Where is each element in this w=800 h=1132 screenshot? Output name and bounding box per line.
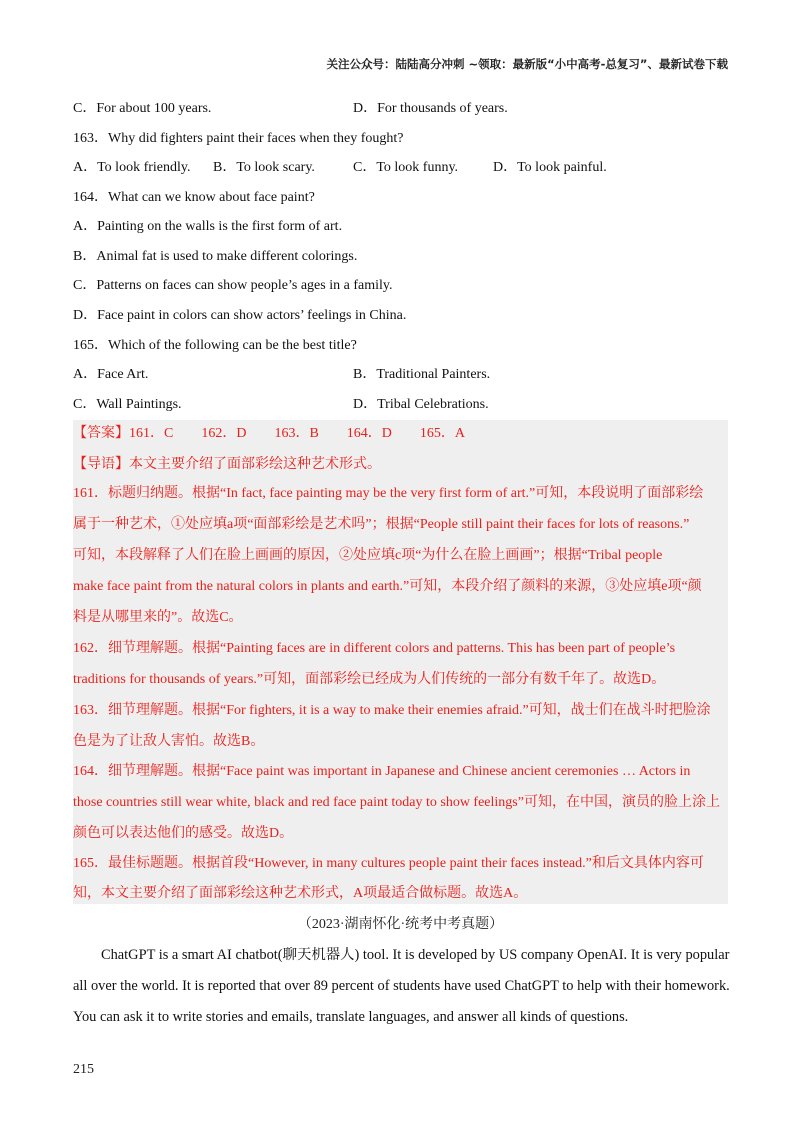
q163-option-c: C．To look funny.	[353, 160, 459, 175]
explanation-line: 162．细节理解题。根据“Painting faces are in different colors and patterns. This has been part of people’s	[73, 641, 676, 656]
q163-stem: 163．Why did fighters paint their faces when they fought?	[73, 131, 404, 146]
passage-line: all over the world. It is reported that over 89 percent of students have used ChatGPT to help with their homework.	[73, 978, 730, 994]
q165-options-row-1	[73, 366, 728, 384]
q164-option-c: C．Patterns on faces can show people’s ages in a family.	[73, 278, 393, 293]
q164-stem: 164．What can we know about face paint?	[73, 190, 315, 205]
q163-option-d: D．To look painful.	[493, 160, 607, 175]
explanation-line: 知，本文主要介绍了面部彩绘这种艺术形式，A项最适合做标题。故选A。	[73, 886, 528, 901]
explanation-line: 165．最佳标题题。根据首段“However, in many cultures people paint their faces instead.”和后文具体内容可	[73, 856, 704, 871]
q165-option-d: D．Tribal Celebrations.	[353, 397, 489, 412]
guide-line: 【导语】本文主要介绍了面部彩绘这种艺术形式。	[73, 457, 381, 472]
explanation-line: those countries still wear white, black and red face paint today to show feelings”可知，在中国，演员的脸上涂上	[73, 795, 720, 810]
q164-option-b: B．Animal fat is used to make different colorings.	[73, 249, 358, 264]
explanation-line: 色是为了让敌人害怕。故选B。	[73, 734, 265, 749]
q162-options-row	[73, 100, 728, 118]
q165-option-a: A．Face Art.	[73, 367, 149, 382]
q165-stem: 165．Which of the following can be the best title?	[73, 338, 357, 353]
q162-option-d: D．For thousands of years.	[353, 101, 508, 116]
explanation-line: 颜色可以表达他们的感受。故选D。	[73, 826, 294, 841]
page-header: 关注公众号：陆陆高分冲刺 ~领取：最新版“小中高考-总复习”、最新试卷下载	[326, 57, 728, 71]
q165-options-row-2	[73, 396, 728, 414]
explanation-line: 164．细节理解题。根据“Face paint was important in Japanese and Chinese ancient ceremonies … Actors in	[73, 764, 691, 779]
q163-option-b: B．To look scary.	[213, 160, 315, 175]
explanation-line: 161．标题归纳题。根据“In fact, face painting may be the very first form of art.”可知，本段说明了面部彩绘	[73, 486, 704, 501]
passage-line: You can ask it to write stories and emails, translate languages, and answer all kinds of questions.	[73, 1009, 629, 1025]
explanation-line: 料是从哪里来的”。故选C。	[73, 610, 243, 625]
page-number: 215	[73, 1062, 94, 1077]
passage-line: ChatGPT is a smart AI chatbot(聊天机器人) tool. It is developed by US company OpenAI. It is very popular	[101, 947, 730, 963]
q164-option-a: A．Painting on the walls is the first form of art.	[73, 219, 343, 234]
q162-option-c: C．For about 100 years.	[73, 101, 212, 116]
q165-option-b: B．Traditional Painters.	[353, 367, 491, 382]
q163-option-a: A．To look friendly.	[73, 160, 191, 175]
explanation-line: traditions for thousands of years.”可知，面部彩绘已经成为人们传统的一部分有数千年了。故选D。	[73, 672, 666, 687]
answer-key-line: 【答案】161．C 162．D 163．B 164．D 165．A	[73, 426, 466, 441]
source-citation: （2023·湖南怀化·统考中考真题）	[297, 917, 504, 932]
q164-option-d: D．Face paint in colors can show actors’ feelings in China.	[73, 308, 407, 323]
explanation-line: 属于一种艺术，①处应填a项“面部彩绘是艺术吗”；根据“People still paint their faces for lots of reasons.”	[73, 517, 690, 532]
explanation-line: make face paint from the natural colors in plants and earth.”可知，本段介绍了颜料的来源，③处应填e项“颜	[73, 579, 702, 594]
q165-option-c: C．Wall Paintings.	[73, 397, 182, 412]
explanation-line: 可知，本段解释了人们在脸上画画的原因，②处应填c项“为什么在脸上画画”；根据“Tribal people	[73, 548, 663, 563]
explanation-line: 163．细节理解题。根据“For fighters, it is a way to make their enemies afraid.”可知，战士们在战斗时把脸涂	[73, 703, 711, 718]
